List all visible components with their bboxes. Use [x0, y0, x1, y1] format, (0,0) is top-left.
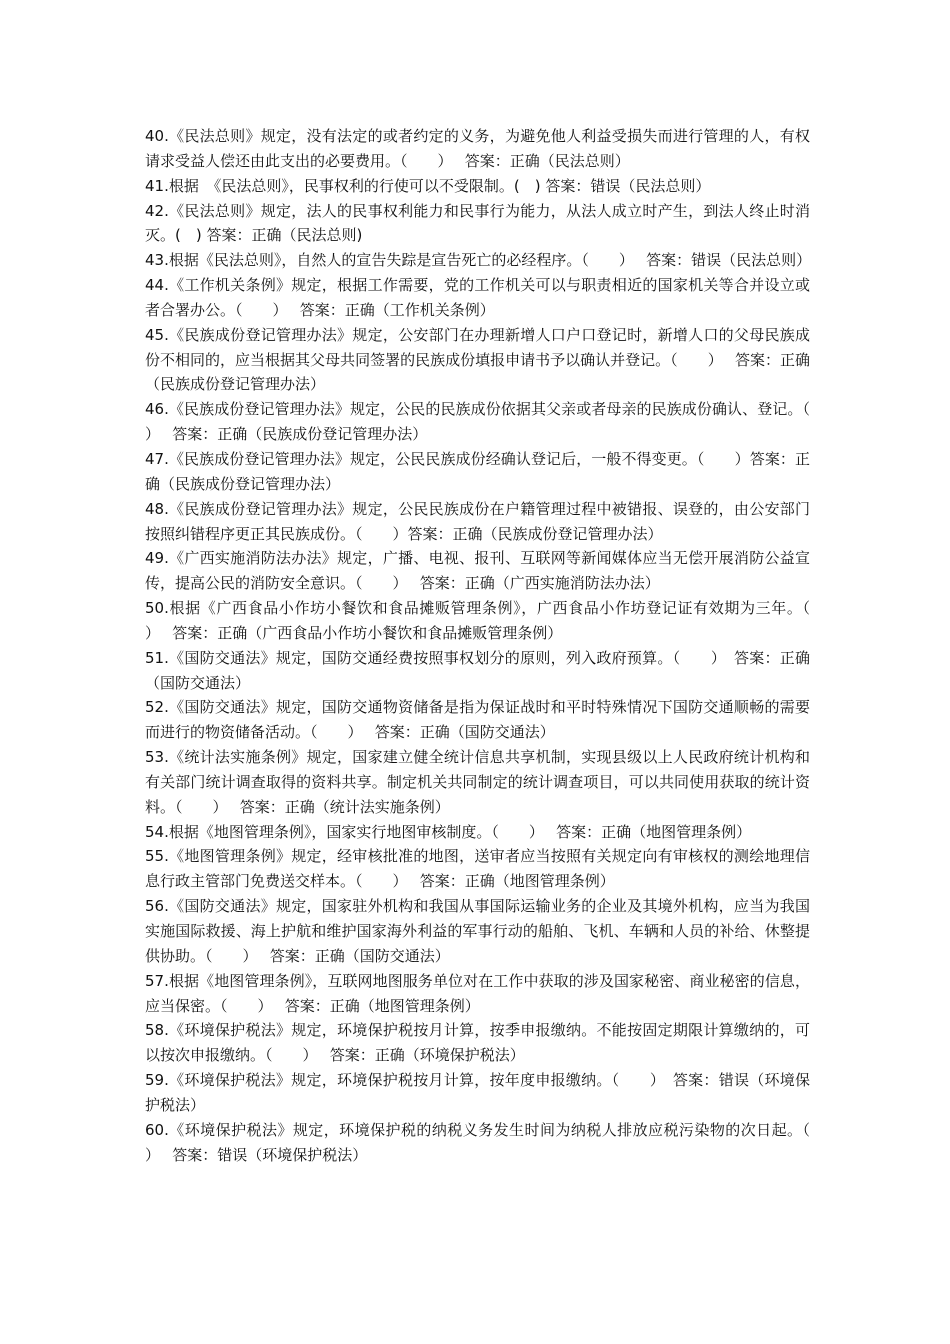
question-60: 60.《环境保护税法》规定，环境保护税的纳税义务发生时间为纳税人排放应税污染物的次日起。（ ） 答案：错误（环境保护税法） — [145, 1120, 841, 1164]
question-44: 44.《工作机关条例》规定，根据工作需要，党的工作机关可以与职责相近的国家机关等合并设立或者合署办公。（ ） 答案：正确（工作机关条例） — [145, 276, 810, 319]
question-49: 49.《广西实施消防法办法》规定，广播、电视、报刊、互联网等新闻媒体应当无偿开展消防公益宣传，提高公民的消防安全意识。（ ） 答案：正确（广西实施消防法办法） — [145, 549, 810, 593]
question-55: 55.《地图管理条例》规定，经审核批准的地图，送审者应当按照有关规定向有审核权的测绘地理信息行政主管部门免费送交样本。（ ） 答案：正确（地图管理条例） — [145, 847, 810, 891]
document-body — [145, 124, 841, 1167]
question-46: 46.《民族成份登记管理办法》规定，公民的民族成份依据其父亲或者母亲的民族成份确认、登记。（ ） 答案：正确（民族成份登记管理办法） — [145, 400, 841, 444]
question-54: 54.根据《地图管理条例》，国家实行地图审核制度。（ ） 答案：正确（地图管理条例） — [145, 822, 752, 841]
question-50: 50.根据《广西食品小作坊小餐饮和食品摊贩管理条例》，广西食品小作坊登记证有效期为三年。（ ） 答案：正确（广西食品小作坊小餐饮和食品摊贩管理条例） — [145, 599, 841, 642]
question-48: 48.《民族成份登记管理办法》规定，公民民族成份在户籍管理过程中被错报、误登的，由公安部门按照纠错程序更正其民族成份。（ ）答案：正确（民族成份登记管理办法） — [145, 499, 810, 543]
question-40: 40.《民法总则》规定，没有法定的或者约定的义务，为避免他人利益受损失而进行管理的人，有权请求受益人偿还由此支出的必要费用。（ ） 答案：正确（民法总则） — [145, 127, 810, 170]
question-41: 41.根据 《民法总则》，民事权利的行使可以不受限制。( ) 答案：错误（民法总则） — [145, 176, 711, 195]
question-59: 59.《环境保护税法》规定，环境保护税按月计算，按年度申报缴纳。（ ） 答案：错误（环境保护税法） — [145, 1071, 810, 1114]
question-56: 56.《国防交通法》规定，国家驻外机构和我国从事国际运输业务的企业及其境外机构，应当为我国实施国际救援、海上护航和维护国家海外利益的军事行动的船舶、飞机、车辆和人员的补给、休整提供协助。（ ） 答案：正确（国防交通法） — [145, 897, 810, 965]
question-42: 42.《民法总则》规定，法人的民事权利能力和民事行为能力，从法人成立时产生，到法人终止时消灭。( ) 答案：正确（民法总则) — [145, 201, 810, 245]
question-51: 51.《国防交通法》规定，国防交通经费按照事权划分的原则，列入政府预算。（ ） 答案：正确（国防交通法） — [145, 648, 810, 692]
question-47: 47.《民族成份登记管理办法》规定，公民民族成份经确认登记后，一般不得变更。（ ）答案：正确（民族成份登记管理办法） — [145, 449, 810, 493]
question-52: 52.《国防交通法》规定，国防交通物资储备是指为保证战时和平时特殊情况下国防交通顺畅的需要而进行的物资储备活动。（ ） 答案：正确（国防交通法） — [145, 698, 810, 742]
question-58: 58.《环境保护税法》规定，环境保护税按月计算，按季申报缴纳。不能按固定期限计算缴纳的，可以按次申报缴纳。（ ） 答案：正确（环境保护税法） — [145, 1021, 810, 1065]
question-53: 53.《统计法实施条例》规定，国家建立健全统计信息共享机制，实现县级以上人民政府统计机构和有关部门统计调查取得的资料共享。制定机关共同制定的统计调查项目，可以共同使用获取的统计资料。（ ） 答案：正确（统计法实施条例） — [145, 748, 810, 816]
question-57: 57.根据《地图管理条例》，互联网地图服务单位对在工作中获取的涉及国家秘密、商业秘密的信息，应当保密。（ ） 答案：正确（地图管理条例） — [145, 971, 810, 1015]
question-45: 45.《民族成份登记管理办法》规定，公安部门在办理新增人口户口登记时，新增人口的父母民族成份不相同的，应当根据其父母共同签署的民族成份填报申请书予以确认并登记。（ ） 答案：正确（民族成份登记管理办法） — [145, 325, 810, 394]
question-43: 43.根据《民法总则》，自然人的宣告失踪是宣告死亡的必经程序。（ ） 答案：错误（民法总则） — [145, 251, 812, 270]
